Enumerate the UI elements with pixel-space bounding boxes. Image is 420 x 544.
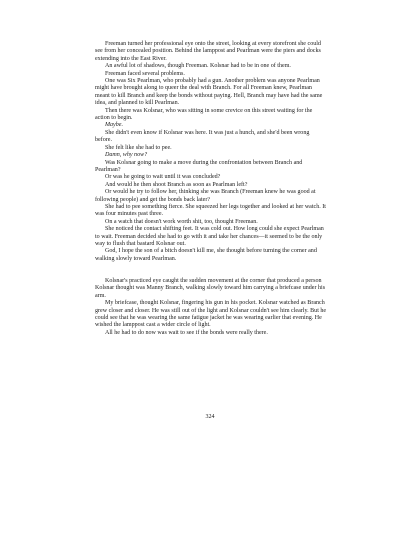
paragraph: Then there was Kolsnar, who was sitting in some crevice on this street waiting for the action to begin. <box>95 107 313 122</box>
paragraph: And would he then shoot Branch as soon as Pearlman left? <box>105 181 248 188</box>
paragraph: Freeman turned her professional eye onto the street, looking at every storefront she could see from her concealed position. Behind the lamppost and Pearlman were the piers and docks extending into the East River. <box>95 41 321 62</box>
paragraph: Freeman faced several problems. <box>105 70 185 77</box>
paragraph <box>95 152 327 159</box>
paragraph: She didn't even know if Kolsnar was here. It was just a hunch, and she'd been wrong before. <box>95 129 310 144</box>
section-gap <box>95 263 327 278</box>
paragraph: All he had to do now was wait to see if the bonds were really there. <box>105 329 268 336</box>
italic-text: Damn, why now? <box>105 152 148 159</box>
paragraph <box>95 122 327 129</box>
paragraph: She noticed the contact shifting feet. It was cold out. How long could she expect Pearlman to wait. Freeman decided she had to go with it and take her chances—it seemed to be the only way to flush that bastard Kolsnar out. <box>95 226 324 247</box>
paragraph: God, I hope the son of a bitch doesn't kill me, she thought before turning the corner and walking slowly toward Pearlman. <box>95 248 317 262</box>
paragraph: On a watch that doesn't work worth shit, too, thought Freeman. <box>105 218 258 225</box>
page-number: 324 <box>205 414 215 420</box>
paragraph: One was Six Pearlman, who probably had a gun. Another problem was anyone Pearlman might have brought along to queer the deal with Branch. For all Freeman knew, Pearlman meant to kill Branch and keep the bonds without paying. Hell, Branch may have had the same idea, and planned to kill Pearlman. <box>95 78 323 107</box>
paragraph: Kolsnar's practiced eye caught the sudden movement at the corner that produced a person Kolsnar thought was Manny Branch, walking slowly toward him carrying a briefcase under his arm. <box>95 277 326 299</box>
paragraph: Or was he going to wait until it was concluded? <box>105 174 221 181</box>
paragraph: Or would he try to follow her, thinking she was Branch (Freeman knew he was good at following people) and get the bonds back later? <box>95 189 316 203</box>
paragraph: My briefcase, thought Kolsnar, fingering his gun in his pocket. Kolsnar watched as Branch grew closer and closer. He was still out of the light and Kolsnar couldn't see him clearly. But he could see that he was wearing the same fatigue jacket he was wearing earlier that evening. He wished the lamppost cast a wider circle of light. <box>95 300 327 329</box>
paragraph: She had to pee something fierce. She squeezed her legs together and looked at her watch. It was four minutes past three. <box>95 203 326 218</box>
paragraph: An awful lot of shadows, though Freeman. Kolsnar had to be in one of them. <box>105 63 291 70</box>
italic-text: Maybe. <box>105 122 123 129</box>
paragraph: Was Kolsnar going to make a move during the confrontation between Branch and Pearlman? <box>95 159 303 173</box>
paragraph: She felt like she had to pee. <box>105 144 172 151</box>
body-text <box>95 41 327 337</box>
